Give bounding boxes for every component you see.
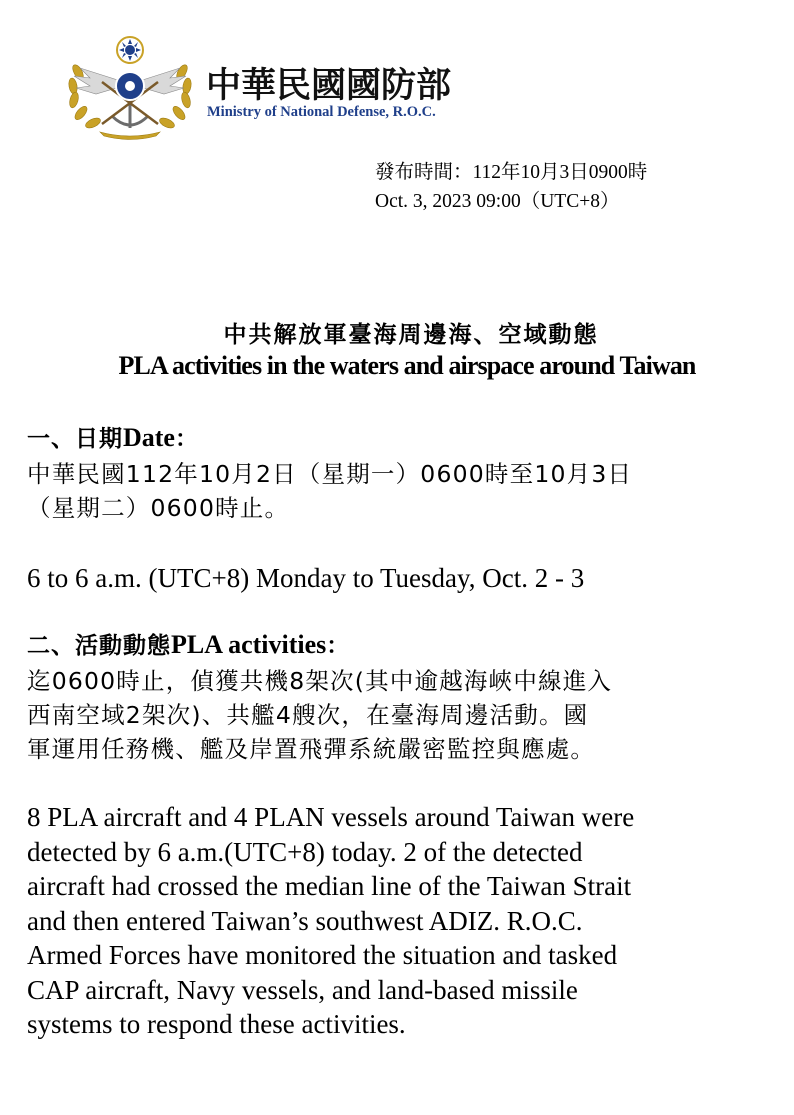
section-activities-heading (27, 628, 767, 664)
publish-time-en: Oct. 3, 2023 09:00（UTC+8） (375, 191, 620, 212)
publish-time (375, 158, 647, 216)
section-activities-en-line: Armed Forces have monitored the situation and tasked (27, 940, 618, 970)
section-activities-heading-en: PLA activities (171, 630, 327, 659)
section-activities-heading-colon: ： (326, 633, 351, 659)
section-activities-en-line: systems to respond these activities. (27, 1009, 406, 1039)
section-date-zh-line: 中華民國112年10月2日（星期一）0600時至10月3日 (27, 459, 633, 488)
section-activities-en-line: and then entered Taiwan’s southwest ADIZ. R.O.C. (27, 905, 583, 936)
section-date-heading-colon: ： (174, 426, 199, 452)
section-date-heading-zh: 一、日期 (27, 426, 123, 452)
publish-time-zh: 發布時間：112年10月3日0900時 (375, 162, 648, 183)
section-date-en: 6 to 6 a.m. (UTC+8) Monday to Tuesday, Oct. 2 - 3 (27, 563, 585, 593)
section-date-zh (27, 457, 767, 525)
section-activities-en-line: 8 PLA aircraft and 4 PLAN vessels around Taiwan were (27, 802, 635, 832)
section-activities-zh (27, 664, 767, 766)
org-name-zh: 中華民國國防部 (206, 66, 452, 106)
org-name-en: Ministry of National Defense, R.O.C. (207, 104, 436, 120)
section-activities-zh-line: 西南空域2架次)、共艦4艘次，在臺海周邊活動。國 (27, 700, 589, 729)
section-date (27, 421, 767, 525)
mnd-emblem-icon (60, 32, 200, 142)
section-activities-en-line: aircraft had crossed the median line of the Taiwan Strait (27, 871, 632, 901)
section-activities-heading-zh: 二、活動動態 (27, 633, 171, 659)
section-activities-en-line: detected by 6 a.m.(UTC+8) today. 2 of the detected (27, 836, 583, 867)
section-date-heading (27, 421, 767, 457)
section-activities-en (27, 800, 767, 1042)
section-activities (27, 628, 767, 766)
section-activities-en-line: CAP aircraft, Navy vessels, and land-based missile (27, 974, 578, 1005)
page-title-en: PLA activities in the waters and airspace around Taiwan (118, 351, 696, 380)
section-date-heading-en: Date (123, 423, 175, 452)
page-title-zh: 中共解放軍臺海周邊海、空域動態 (223, 322, 599, 348)
section-activities-zh-line: 軍運用任務機、艦及岸置飛彈系統嚴密監控與應處。 (27, 734, 596, 763)
section-activities-zh-line: 迄0600時止，偵獲共機8架次(其中逾越海峽中線進入 (27, 666, 613, 695)
section-date-zh-line: （星期二）0600時止。 (27, 493, 290, 522)
